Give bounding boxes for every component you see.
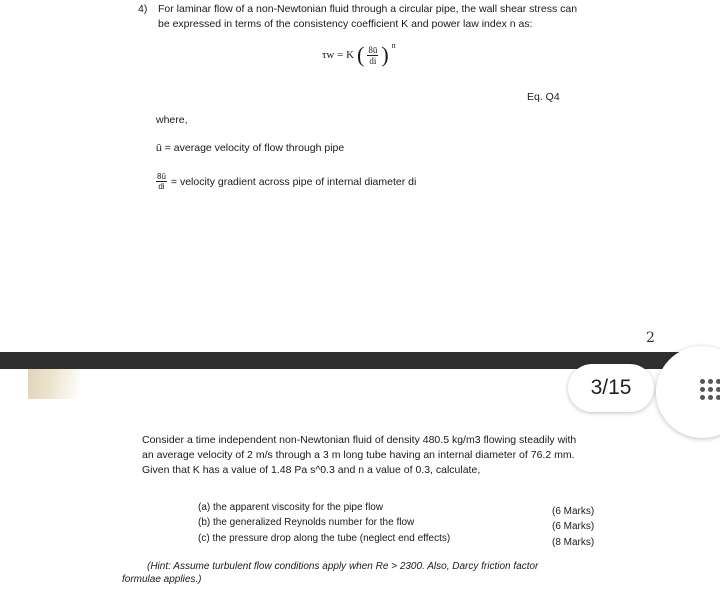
equation-label: Eq. Q4 xyxy=(527,91,560,103)
question-text-line-1: For laminar flow of a non-Newtonian fluid through a circular pipe, the wall shear stress can xyxy=(158,3,578,15)
grid-menu-icon[interactable] xyxy=(700,379,720,405)
definition-velocity-gradient xyxy=(156,172,416,191)
formula-denominator: di xyxy=(369,55,377,66)
where-label: where, xyxy=(156,114,188,126)
open-paren: ( xyxy=(357,42,365,67)
problem-text-line-1: Consider a time independent non-Newtonian fluid of density 480.5 kg/m3 flowing steadily with xyxy=(142,434,577,446)
problem-text-line-3: Given that K has a value of 1.48 Pa s^0.3 and n a value of 0.3, calculate, xyxy=(142,464,481,476)
def2-fraction xyxy=(156,172,167,191)
paper-stain xyxy=(28,369,80,399)
question-number: 4) xyxy=(138,3,148,15)
hint-line-2: formulae applies.) xyxy=(122,574,202,585)
marks-item-b: (6 Marks) xyxy=(552,521,595,532)
def2-numerator: 8ū xyxy=(157,172,166,181)
handwritten-mark: 2 xyxy=(646,330,655,346)
formula-exponent: n xyxy=(391,40,396,50)
problem-text-line-2: an average velocity of 2 m/s through a 3 m long tube having an internal diameter of 76.2 mm. xyxy=(142,449,575,461)
def2-denominator: di xyxy=(158,182,165,191)
formula-numerator: 8ū xyxy=(368,44,378,55)
def2-text: = velocity gradient across pipe of internal diameter di xyxy=(170,175,417,188)
formula-lhs: τw = K xyxy=(322,49,355,61)
shear-stress-formula xyxy=(322,40,396,67)
task-item-b: (b) the generalized Reynolds number for the flow xyxy=(198,517,415,528)
marks-item-a: (6 Marks) xyxy=(552,506,595,517)
definition-average-velocity: ū = average velocity of flow through pipe xyxy=(156,142,345,154)
hint-line-1: (Hint: Assume turbulent flow conditions apply when Re > 2300. Also, Darcy friction factor xyxy=(147,561,539,572)
task-item-c: (c) the pressure drop along the tube (neglect end effects) xyxy=(198,533,451,544)
task-item-a: (a) the apparent viscosity for the pipe flow xyxy=(198,502,384,513)
viewer-left-margin xyxy=(0,0,28,595)
question-text-line-2: be expressed in terms of the consistency coefficient K and power law index n as: xyxy=(158,18,533,30)
marks-item-c: (8 Marks) xyxy=(552,537,595,548)
page-indicator: 3/15 xyxy=(568,364,654,412)
close-paren: ) xyxy=(381,42,389,67)
formula-fraction xyxy=(367,45,378,66)
